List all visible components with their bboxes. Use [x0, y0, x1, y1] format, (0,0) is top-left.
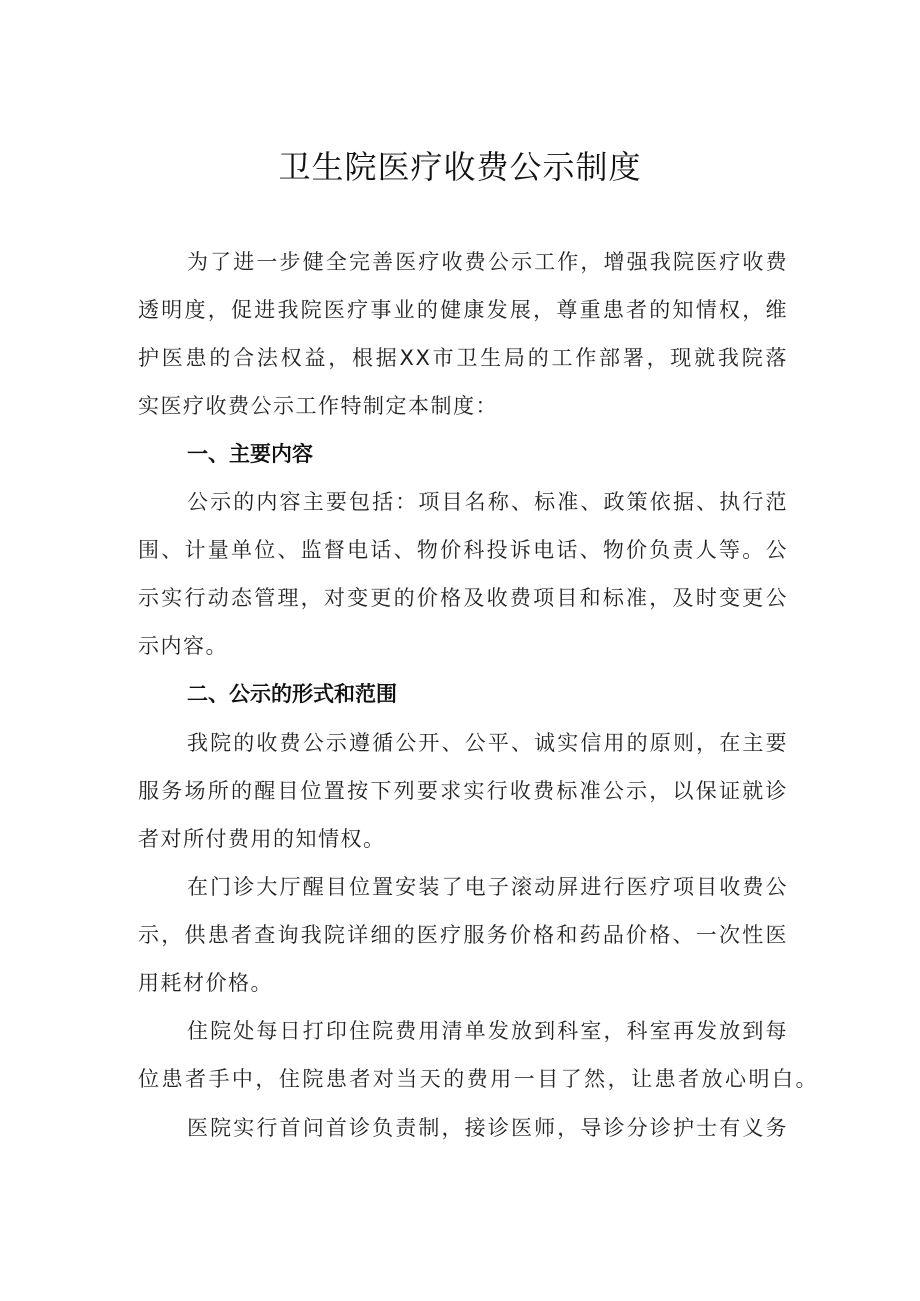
section-2-para-2-line-2: 示，供患者查询我院详细的医疗服务价格和药品价格、一次性医	[138, 923, 788, 947]
section-2-para-1-line-1: 我院的收费公示遵循公开、公平、诚实信用的原则，在主要	[187, 731, 788, 755]
intro-line-2: 透明度，促进我院医疗事业的健康发展，尊重患者的知情权，维	[138, 298, 788, 322]
section-2-para-2-line-3: 用耗材价格。	[138, 971, 273, 995]
section-1-line-3: 示实行动态管理，对变更的价格及收费项目和标准，及时变更公	[138, 586, 788, 610]
section-2-para-1-line-2: 服务场所的醒目位置按下列要求实行收费标准公示，以保证就诊	[138, 779, 788, 803]
section-2-para-2-line-1: 在门诊大厅醒目位置安装了电子滚动屏进行医疗项目收费公	[187, 875, 788, 899]
intro-line-4: 实医疗收费公示工作特制定本制度：	[138, 394, 498, 418]
section-1-heading: 一、主要内容	[187, 442, 313, 466]
intro-line-3: 护医患的合法权益，根据XX市卫生局的工作部署，现就我院落	[138, 346, 788, 370]
section-2-para-1-line-3: 者对所付费用的知情权。	[138, 827, 386, 851]
section-1-line-1: 公示的内容主要包括：项目名称、标准、政策依据、执行范	[187, 490, 788, 514]
section-1-line-2: 围、计量单位、监督电话、物价科投诉电话、物价负责人等。公	[138, 538, 788, 562]
intro-line-1: 为了进一步健全完善医疗收费公示工作，增强我院医疗收费	[187, 250, 788, 274]
document-title: 卫生院医疗收费公示制度	[278, 148, 642, 186]
section-2-heading: 二、公示的形式和范围	[187, 682, 397, 706]
section-2-para-4-line-1: 医院实行首问首诊负责制，接诊医师，导诊分诊护士有义务	[187, 1116, 788, 1140]
section-2-para-3-line-2: 位患者手中，住院患者对当天的费用一目了然，让患者放心明白。	[138, 1067, 818, 1091]
section-1-line-4: 示内容。	[138, 634, 228, 658]
section-2-para-3-line-1: 住院处每日打印住院费用清单发放到科室，科室再发放到每	[187, 1019, 788, 1043]
